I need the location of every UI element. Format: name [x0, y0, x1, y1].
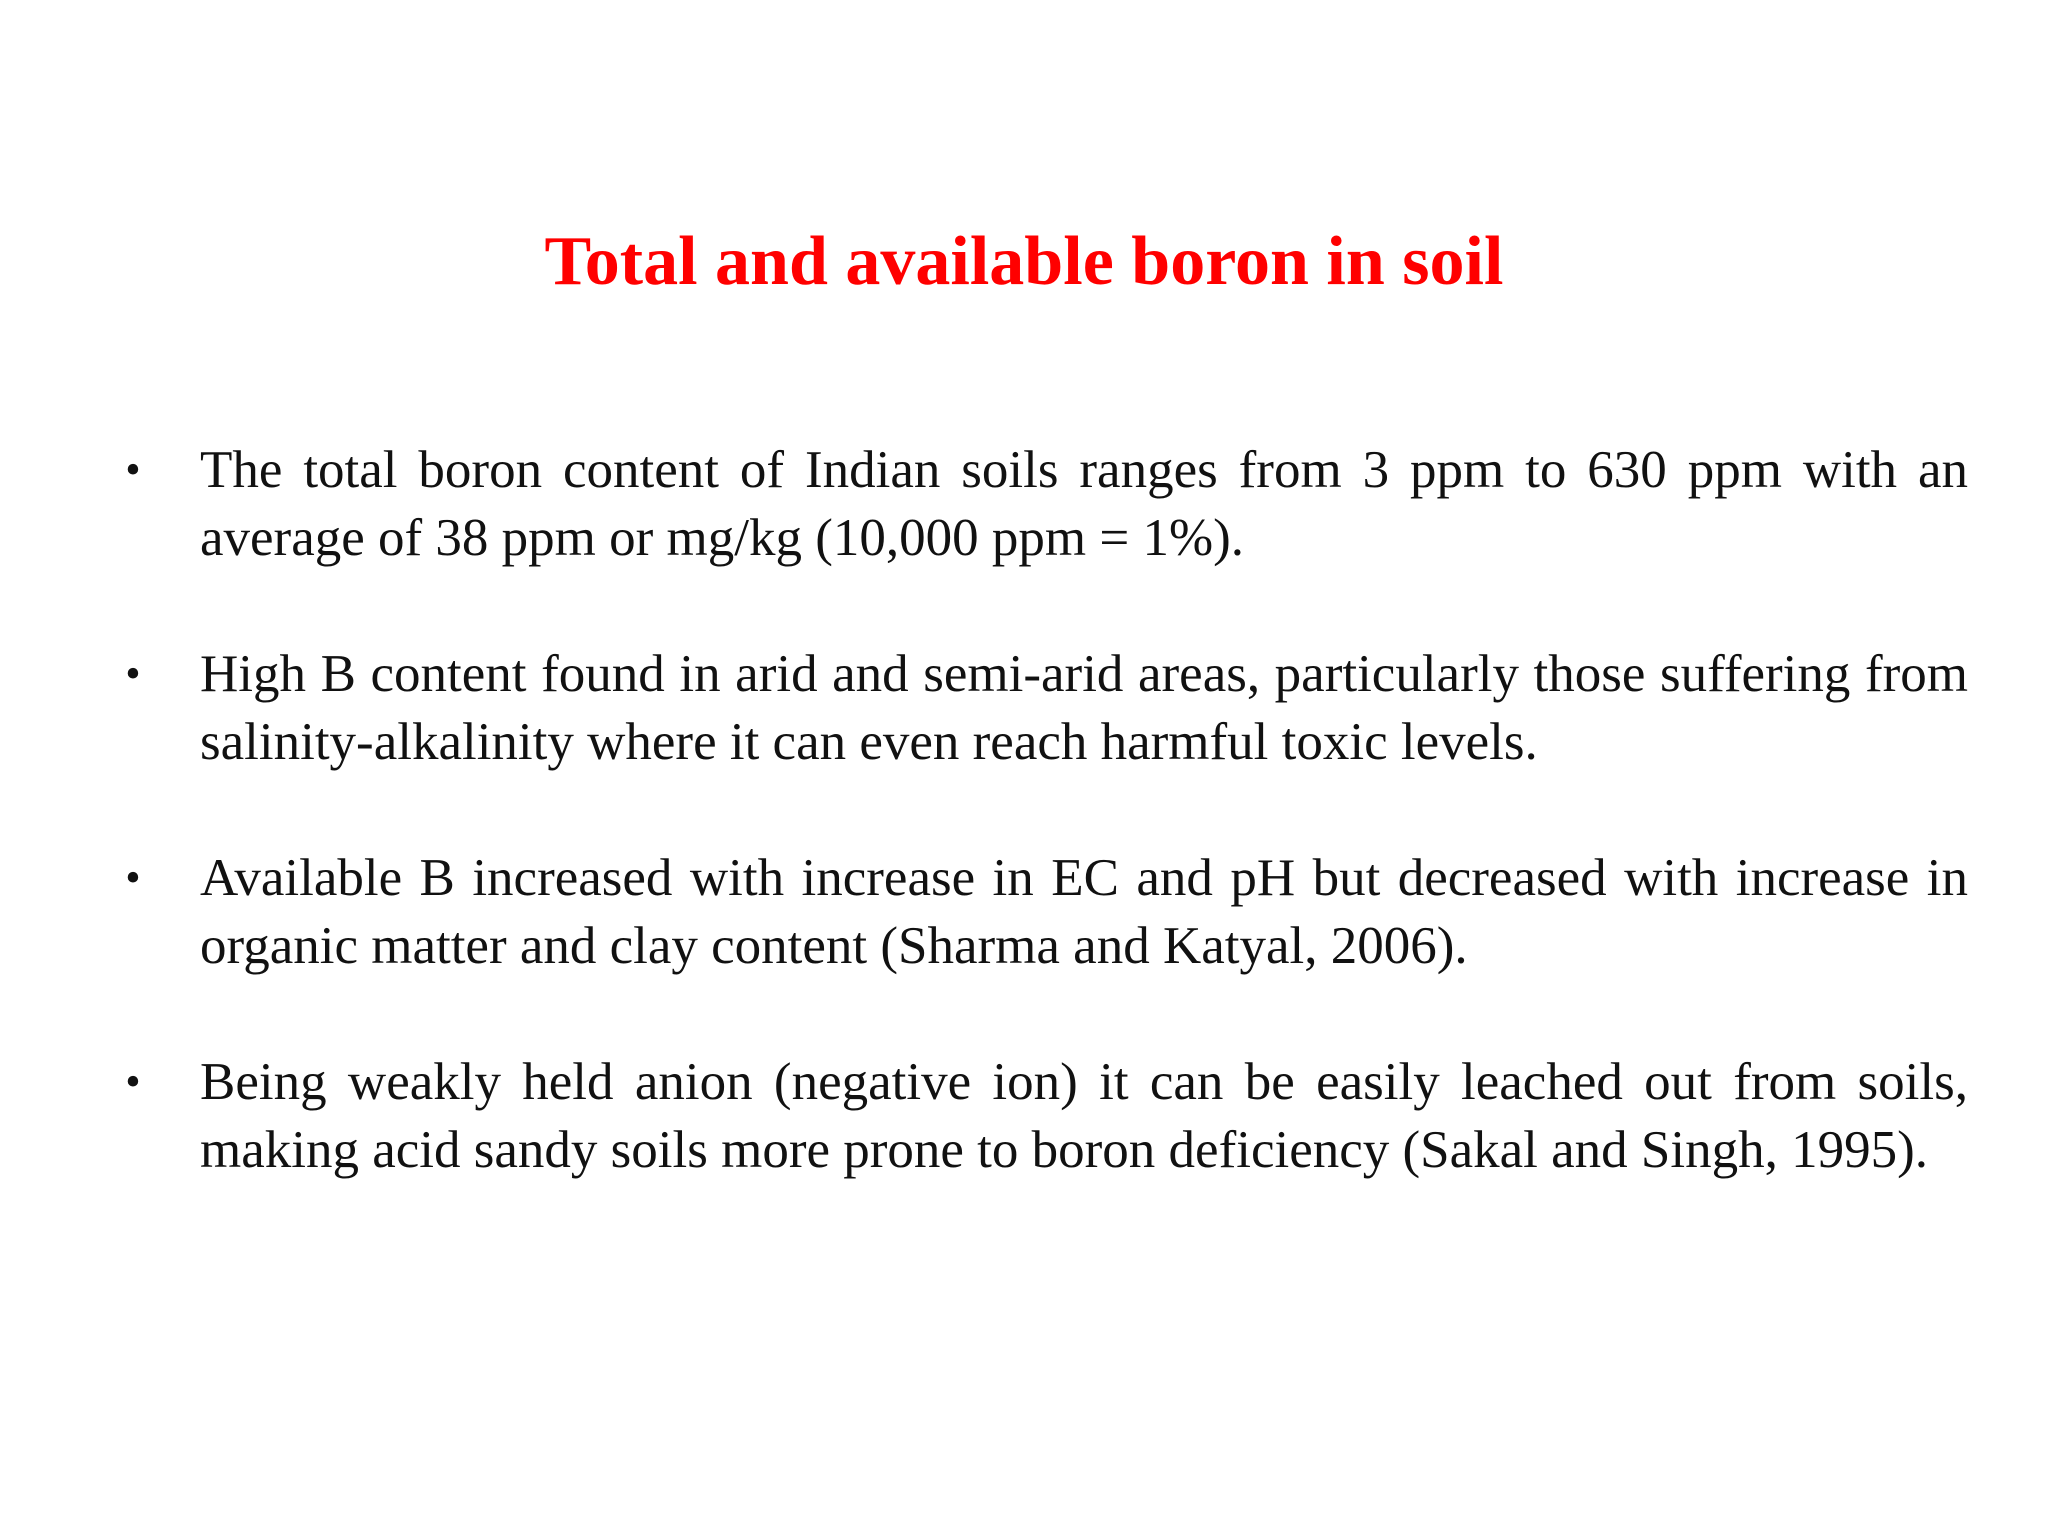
bullet-item-total-boron	[118, 436, 1968, 572]
bullet-text: The total boron content of Indian soils ranges from 3 ppm to 630 ppm with an average of 38 ppm or mg/kg (10,000 ppm = 1%).	[200, 441, 1968, 567]
bullet-text: High B content found in arid and semi-arid areas, particularly those suffering from salinity-alkalinity where it can even reach harmful toxic levels.	[200, 645, 1968, 771]
bullet-item-weakly-held-anion	[118, 1048, 1968, 1184]
bullet-text: Being weakly held anion (negative ion) it can be easily leached out from soils, making acid sandy soils more prone to boron deficiency (Sakal and Singh, 1995).	[200, 1053, 1968, 1179]
bullet-icon: •	[125, 853, 141, 902]
bullet-text: Available B increased with increase in EC and pH but decreased with increase in organic matter and clay content (Sharma and Katyal, 2006).	[200, 849, 1968, 975]
bullet-item-available-b	[118, 844, 1968, 980]
bullet-icon: •	[125, 445, 141, 494]
bullet-icon: •	[125, 1057, 141, 1106]
slide-title: Total and available boron in soil	[544, 223, 1504, 300]
bullet-item-high-b-content	[118, 640, 1968, 776]
bullet-icon: •	[125, 649, 141, 698]
bullet-list	[118, 436, 1968, 1252]
